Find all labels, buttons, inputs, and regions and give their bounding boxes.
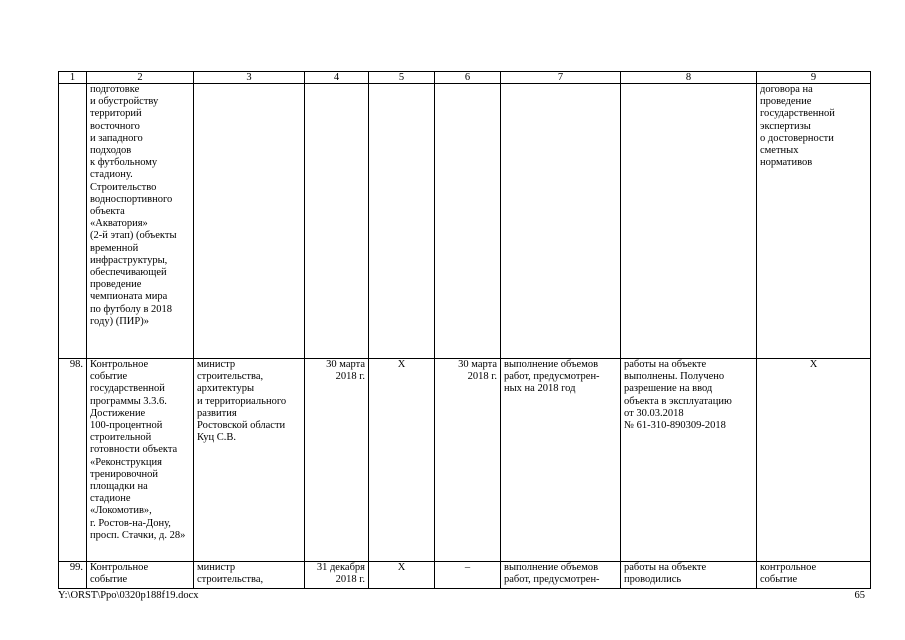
table-cell: [59, 84, 87, 359]
column-header: 2: [87, 72, 194, 84]
column-header: 7: [501, 72, 621, 84]
table-cell: X: [757, 359, 871, 562]
continuation-row: [59, 84, 871, 359]
file-path: Y:\ORST\Ppo\0320p188f19.docx: [58, 590, 199, 601]
table-cell: [305, 84, 369, 359]
header-row: [59, 72, 871, 84]
table-cell: [194, 84, 305, 359]
expected-result-cell: выполнение объемов работ, предусмотрен-: [501, 562, 621, 589]
events-table: [58, 71, 871, 589]
table-row: [59, 562, 871, 589]
actual-date-cell: –: [435, 562, 501, 589]
actual-date-cell: 30 марта 2018 г.: [435, 359, 501, 562]
actual-result-cell: работы на объекте проводились: [621, 562, 757, 589]
note-cell: контрольное событие: [757, 562, 871, 589]
actual-result-cell: работы на объекте выполнены. Получено разрешение на ввод объекта в эксплуатацию от 30.03.2018 № 61-310-890309-2018: [621, 359, 757, 562]
planned-date-cell: 30 марта 2018 г.: [305, 359, 369, 562]
planned-date-cell: 31 декабря 2018 г.: [305, 562, 369, 589]
responsible-cell: министр строительства,: [194, 562, 305, 589]
table-cell: [435, 84, 501, 359]
table-cell: [369, 84, 435, 359]
column-header: 8: [621, 72, 757, 84]
column-header: 9: [757, 72, 871, 84]
column-header: 4: [305, 72, 369, 84]
column-header: 3: [194, 72, 305, 84]
table-row: [59, 359, 871, 562]
row-number: 98.: [59, 359, 87, 562]
column-header: 5: [369, 72, 435, 84]
event-name-cell: Контрольное событие государственной программы 3.3.6. Достижение 100-процентной строительной готовности объекта «Реконструкция тренировочной площадки на стадионе «Локомотив», г. Ростов-на-Дону, просп. Стачки, д. 28»: [87, 359, 194, 562]
column-header: 1: [59, 72, 87, 84]
page-number: 65: [854, 590, 865, 601]
table-cell: X: [369, 562, 435, 589]
table-cell: [621, 84, 757, 359]
event-name-cell: подготовке и обустройству территорий восточного и западного подходов к футбольному стадиону. Строительство водноспортивного объекта «Акватория» (2-й этап) (объекты временной инфраструктуры, обеспечивающей проведение чемпионата мира по футболу в 2018 году) (ПИР)»: [87, 84, 194, 359]
column-header: 6: [435, 72, 501, 84]
note-cell: договора на проведение государственной экспертизы о достоверности сметных нормативов: [757, 84, 871, 359]
table-cell: X: [369, 359, 435, 562]
table-cell: [501, 84, 621, 359]
responsible-cell: министр строительства, архитектуры и территориального развития Ростовской области Куц С.В.: [194, 359, 305, 562]
row-number: 99.: [59, 562, 87, 589]
expected-result-cell: выполнение объемов работ, предусмотрен- ных на 2018 год: [501, 359, 621, 562]
event-name-cell: Контрольное событие: [87, 562, 194, 589]
